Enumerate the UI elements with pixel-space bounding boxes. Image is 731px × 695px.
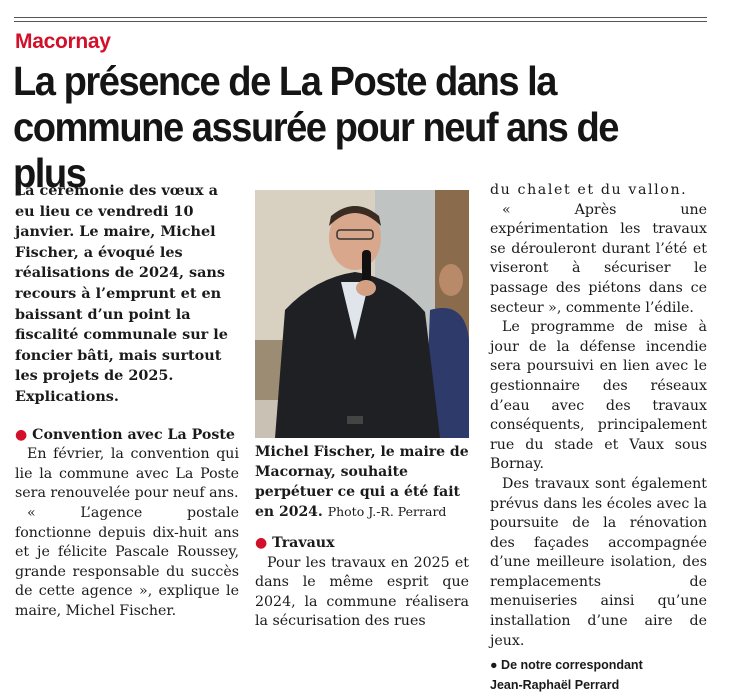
column-1 [15,181,239,621]
paragraph-6: Des travaux sont également prévus dans les écoles avec la poursuite de la rénovation des façades accompagnée d’une meilleure isolation, des remplacements de menuiseries ainsi qu’une installation d’une aire de jeux. [490,475,707,649]
section-kicker: Macornay [15,30,111,53]
paragraph-5: Le programme de mise à jour de la défense incendie sera poursuivi en lien avec le gestionnaire des réseaux d’eau avec des travaux conséquents, principalement rue du stade et Vaux sous Bornay. [490,319,707,473]
photo-illustration [255,190,469,438]
subhead-convention-label: Convention avec La Poste [32,426,235,443]
signature-line-1-text: De notre correspondant [501,658,643,673]
top-rule [14,17,707,18]
top-rule-2 [14,21,707,22]
column-3 [490,181,707,695]
photo-michel-fischer [255,190,469,438]
subhead-convention [15,426,239,446]
caption-text: Michel Fischer, le maire de Macornay, souhaite perpétuer ce qui a été fait en 2024. [255,444,469,520]
bullet-dot-icon: ● [15,426,28,443]
column-2 [255,534,469,632]
paragraph-3: Pour les travaux en 2025 et dans le même esprit que 2024, la commune réalisera la sécurisation des rues [255,554,469,630]
lead-paragraph: La cérémonie des vœux a eu lieu ce vendredi 10 janvier. Le maire, Michel Fischer, a évoqué les réalisations de 2024, sans recours à l’emprunt et en baissant d’un point la fiscalité communale sur le foncier bâti, mais surtout les projets de 2025. Explications. [15,182,228,405]
headline: La présence de La Poste dans la commune assurée pour neuf ans de plus [13,58,619,196]
subhead-travaux [255,534,469,554]
bullet-dot-icon: ● [255,535,268,551]
paragraph-3-continued: du chalet et du vallon. [490,182,688,198]
paragraph-4: « Après une expérimentation les travaux se dérouleront durant l’été et viseront à sécuriser le passage des piétons dans ce secteur », commente l’édile. [490,201,707,316]
paragraph-1: En février, la convention qui lie la commune avec La Poste sera renouvelée pour neuf ans. [15,446,239,502]
signature [490,655,707,695]
photo-credit: Photo J.-R. Perrard [327,504,447,519]
subhead-travaux-label: Travaux [272,535,335,551]
bullet-dot-icon: ● [490,658,498,673]
signature-line-1 [490,655,707,675]
paragraph-2: « L’agence postale fonctionne depuis dix-huit ans et je félicite Pascale Roussey, grande responsable du succès de cette agence », explique le maire, Michel Fischer. [15,504,239,619]
photo-caption [255,442,475,522]
signature-author: Jean-Raphaël Perrard [490,678,620,693]
